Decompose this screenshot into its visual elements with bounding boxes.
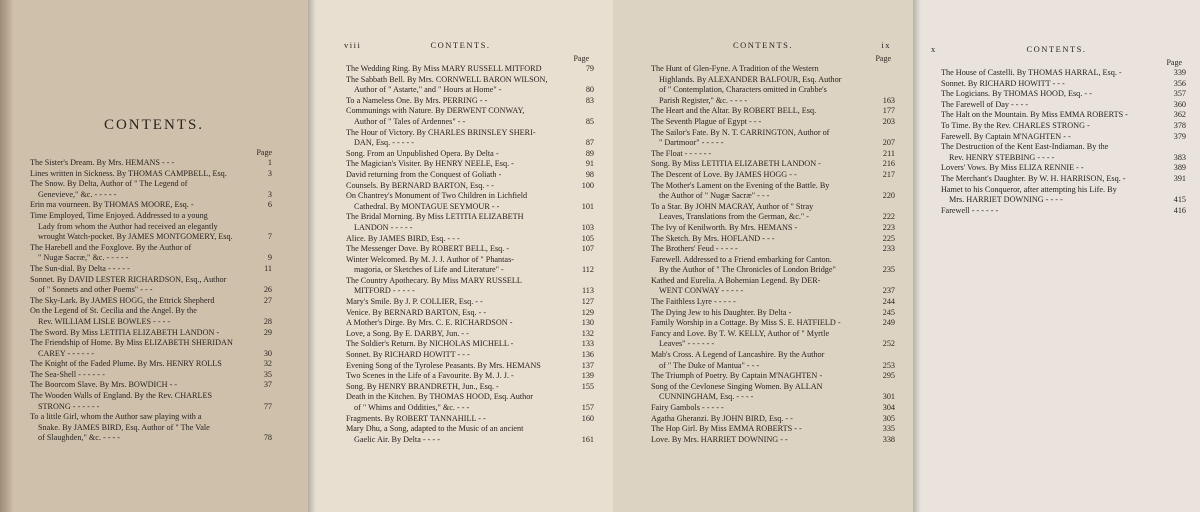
page-number: x [931, 44, 937, 54]
entry-title-line: " Dartmoor" - - - - - [659, 138, 724, 148]
entry-page-number: 7 [267, 232, 272, 242]
contents-entry [30, 275, 272, 296]
entry-page-number: 139 [581, 371, 594, 381]
contents-entry [651, 318, 895, 329]
entry-page-number: 207 [882, 138, 895, 148]
contents-entry [941, 163, 1186, 174]
contents-entry [30, 264, 272, 275]
entry-title-line: The Hour of Victory. By CHARLES BRINSLEY SHERI- [346, 127, 536, 137]
entry-title-line: The Halt on the Mountain. By Miss EMMA ROBERTS - [941, 110, 1128, 120]
entry-page-number: 137 [581, 360, 594, 370]
entry-title-line: The Knight of the Faded Plume. By Mrs. HENRY ROLLS [30, 359, 222, 369]
page-number: ix [881, 40, 891, 50]
entry-title-line: Leaves" - - - - - - [659, 339, 715, 349]
entry-title-line: Counsels. By BERNARD BARTON, Esq. - - [346, 180, 494, 190]
entry-title-line: Genevieve," &c. - - - - - [38, 189, 117, 199]
contents-entry [941, 121, 1186, 132]
entry-page-number: 233 [882, 244, 895, 254]
entry-page-number: 29 [263, 327, 272, 337]
entry-page-number: 32 [263, 359, 272, 369]
entry-page-number: 338 [882, 434, 895, 444]
entry-title-line: The Descent of Love. By JAMES HOGG - - [651, 169, 797, 179]
entry-title-line: Song. By Miss LETITIA ELIZABETH LANDON - [651, 159, 821, 169]
running-header: CONTENTS. [1026, 44, 1087, 54]
entry-page-number: 100 [581, 180, 594, 190]
entry-title-line: Leaves, Translations from the German, &c." - [659, 212, 810, 222]
entry-title-line: Highlands. By ALEXANDER BALFOUR, Esq. Author [659, 74, 842, 84]
entry-title-line: Mab's Cross. A Legend of Lancashire. By the Author [651, 350, 825, 360]
entry-title-line: Erin ma vourneen. By THOMAS MOORE, Esq. - [30, 200, 194, 210]
entry-title-line: The Mother's Lament on the Evening of the Battle. By [651, 180, 830, 190]
entry-page-number: 177 [882, 106, 895, 116]
entry-page-number: 161 [581, 434, 594, 444]
entry-page-number: 295 [882, 371, 895, 381]
contents-entry [651, 276, 895, 297]
contents-entry [346, 276, 594, 297]
entry-title-line: Family Worship in a Cottage. By Miss S. E. HATFIELD - [651, 318, 841, 328]
entry-page-number: 103 [581, 222, 594, 232]
entry-page-number: 132 [581, 328, 594, 338]
entry-title-line: Song. From an Unpublished Opera. By Delta - [346, 148, 499, 158]
entry-title-line: The Logicians. By THOMAS HOOD, Esq. - - [941, 89, 1092, 99]
page-column-label: Page [875, 54, 891, 63]
entry-page-number: 77 [263, 401, 272, 411]
entry-title-line: Gaelic Air. By Delta - - - - [354, 434, 440, 444]
entry-page-number: 37 [263, 380, 272, 390]
contents-entry [651, 149, 895, 160]
entry-title-line: The Sketch. By Mrs. HOFLAND - - - [651, 233, 775, 243]
contents-entry [346, 128, 594, 149]
entry-title-line: The Country Apothecary. By Miss MARY RUSSELL [346, 275, 522, 285]
contents-entry [30, 412, 272, 444]
entry-page-number: 217 [882, 169, 895, 179]
entry-title-line: " Nugæ Sacræ," &c. - - - - - [38, 253, 129, 263]
entry-page-number: 27 [263, 295, 272, 305]
entry-title-line: The Harebell and the Foxglove. By the Author of [30, 242, 192, 252]
entry-title-line: Love. By Mrs. HARRIET DOWNING - - [651, 434, 788, 444]
entry-title-line: The Sailor's Fate. By N. T. CARRINGTON, Author of [651, 127, 830, 137]
entry-title-line: magoria, or Sketches of Life and Literature" - [354, 265, 504, 275]
entry-title-line: Venice. By BERNARD BARTON, Esq. - - [346, 307, 487, 317]
entry-page-number: 301 [882, 392, 895, 402]
running-header: CONTENTS. [732, 40, 793, 50]
entry-page-number: 223 [882, 222, 895, 232]
contents-entry [651, 382, 895, 403]
entry-page-number: 105 [581, 233, 594, 243]
contents-entry [30, 158, 272, 169]
entry-title-line: DAN, Esq. - - - - - [354, 138, 415, 148]
contents-entry [346, 318, 594, 329]
entry-title-line: The Brothers' Feud - - - - - [651, 244, 738, 254]
contents-entry [346, 329, 594, 340]
contents-entry [651, 424, 895, 435]
entry-page-number: 78 [263, 433, 272, 443]
contents-title: CONTENTS. [103, 117, 205, 133]
contents-entry [30, 370, 272, 381]
contents-entry [941, 68, 1186, 79]
contents-list [30, 158, 272, 444]
entry-page-number: 91 [585, 159, 594, 169]
entry-title-line: A Mother's Dirge. By Mrs. C. E. RICHARDSON - [346, 318, 513, 328]
contents-entry [941, 79, 1186, 90]
entry-title-line: Fancy and Love. By T. W. KELLY, Author of " Myrtle [651, 328, 830, 338]
entry-page-number: 378 [1173, 120, 1186, 130]
entry-title-line: Song. By HENRY BRANDRETH, Jun., Esq. - [346, 381, 499, 391]
contents-entry [30, 338, 272, 359]
contents-entry [651, 159, 895, 170]
entry-title-line: To a Nameless One. By Mrs. PERRING - - [346, 95, 488, 105]
entry-title-line: STRONG - - - - - - [38, 401, 100, 411]
entry-page-number: 249 [882, 318, 895, 328]
entry-title-line: Sonnet. By RICHARD HOWITT - - - [346, 350, 470, 360]
contents-entry [651, 350, 895, 371]
entry-page-number: 133 [581, 339, 594, 349]
entry-title-line: The Dying Jew to his Daughter. By Delta - [651, 307, 792, 317]
entry-page-number: 356 [1173, 78, 1186, 88]
entry-title-line: Love, a Song. By E. DARBY, Jun. - - [346, 328, 469, 338]
contents-entry [346, 96, 594, 107]
entry-title-line: The House of Castelli. By THOMAS HARRAL, Esq. - [941, 68, 1122, 77]
entry-title-line: the Author of " Nugæ Sacræ" - - - [659, 191, 770, 201]
running-header: CONTENTS. [430, 40, 491, 50]
entry-title-line: Mary's Smile. By J. P. COLLIER, Esq. - - [346, 297, 483, 307]
page-column-label: Page [256, 148, 272, 157]
entry-title-line: The Triumph of Poetry. By Captain M'NAGHTEN - [651, 371, 823, 381]
page-3 [613, 0, 913, 512]
entry-title-line: The Soldier's Return. By NICHOLAS MICHELL - [346, 339, 514, 349]
entry-page-number: 89 [585, 148, 594, 158]
contents-entry [346, 234, 594, 245]
entry-title-line: Kathed and Eurelia. A Bohemian Legend. By DER- [651, 275, 821, 285]
contents-entry [346, 212, 594, 233]
entry-page-number: 85 [585, 116, 594, 126]
entry-page-number: 362 [1173, 110, 1186, 120]
entry-page-number: 339 [1173, 68, 1186, 77]
entry-page-number: 127 [581, 297, 594, 307]
contents-entry [30, 359, 272, 370]
entry-title-line: Evening Song of the Tyrolese Peasants. By Mrs. HEMANS [346, 360, 541, 370]
entry-page-number: 101 [581, 201, 594, 211]
entry-title-line: MITFORD - - - - - [354, 286, 415, 296]
entry-page-number: 6 [267, 200, 272, 210]
entry-title-line: Hamet to his Conqueror, after attempting his Life. By [941, 184, 1117, 194]
contents-entry [346, 392, 594, 413]
entry-page-number: 3 [267, 189, 272, 199]
entry-page-number: 163 [882, 95, 895, 105]
entry-title-line: The Hunt of Glen-Fyne. A Tradition of the Western [651, 64, 819, 73]
contents-entry [651, 117, 895, 128]
entry-page-number: 26 [263, 285, 272, 295]
entry-page-number: 112 [582, 265, 594, 275]
entry-page-number: 391 [1173, 173, 1186, 183]
entry-page-number: 203 [882, 116, 895, 126]
entry-title-line: Mary Dhu, a Song, adapted to the Music of an ancient [346, 424, 524, 434]
entry-title-line: The Seventh Plague of Egypt - - - [651, 116, 762, 126]
entry-title-line: The Sister's Dream. By Mrs. HEMANS - - - [30, 158, 175, 167]
contents-entry [651, 234, 895, 245]
entry-title-line: LANDON - - - - - [354, 222, 413, 232]
entry-page-number: 160 [581, 413, 594, 423]
contents-entry [651, 64, 895, 106]
contents-entry [941, 89, 1186, 100]
entry-title-line: Snake. By JAMES BIRD, Esq. Author of " The Vale [38, 422, 210, 432]
entry-title-line: Sonnet. By RICHARD HOWITT - - - [941, 78, 1065, 88]
contents-entry [346, 371, 594, 382]
contents-entry [941, 185, 1186, 206]
contents-entry [651, 297, 895, 308]
entry-title-line: Time Employed, Time Enjoyed. Addressed to a young [30, 210, 208, 220]
contents-entry [651, 170, 895, 181]
contents-entry [30, 200, 272, 211]
page-column-label: Page [1166, 58, 1182, 67]
entry-title-line: Lovers' Vows. By Miss ELIZA RENNIE - - [941, 163, 1084, 173]
entry-title-line: On the Legend of St. Cecilia and the Angel. By the [30, 306, 197, 316]
entry-page-number: 98 [585, 169, 594, 179]
entry-title-line: CAREY - - - - - - [38, 348, 95, 358]
contents-entry [651, 329, 895, 350]
contents-entry [941, 110, 1186, 121]
entry-title-line: WENT CONWAY - - - - - [659, 286, 744, 296]
entry-page-number: 357 [1173, 89, 1186, 99]
entry-page-number: 335 [882, 424, 895, 434]
contents-entry [941, 206, 1186, 217]
entry-title-line: On Chantrey's Monument of Two Children in Lichfield [346, 191, 528, 201]
contents-list [346, 64, 594, 445]
entry-page-number: 136 [581, 350, 594, 360]
entry-page-number: 157 [581, 403, 594, 412]
contents-entry [30, 380, 272, 391]
contents-entry [346, 414, 594, 425]
contents-entry [651, 106, 895, 117]
entry-title-line: The Sun-dial. By Delta - - - - - [30, 263, 130, 273]
entry-title-line: Mrs. HARRIET DOWNING - - - - [949, 195, 1063, 205]
entry-title-line: The Sea-Shell - - - - - - [30, 369, 105, 379]
entry-page-number: 79 [585, 64, 594, 73]
entry-page-number: 253 [882, 360, 895, 370]
contents-entry [651, 414, 895, 425]
contents-entry [651, 181, 895, 202]
entry-title-line: of " Contemplation, Characters omitted in Crabbe's [659, 85, 827, 95]
entry-title-line: Death in the Kitchen. By THOMAS HOOD, Esq. Author [346, 392, 534, 402]
entry-page-number: 379 [1173, 131, 1186, 141]
entry-title-line: of " Whims and Oddities," &c. - - - [354, 403, 470, 412]
entry-title-line: Rev. WILLIAM LISLE BOWLES - - - - [38, 316, 171, 326]
contents-entry [346, 149, 594, 160]
entry-page-number: 237 [882, 286, 895, 296]
entry-page-number: 222 [882, 212, 895, 222]
entry-page-number: 304 [882, 403, 895, 412]
contents-entry [651, 244, 895, 255]
entry-page-number: 216 [882, 159, 895, 169]
page-column-label: Page [573, 54, 589, 63]
entry-title-line: By the Author of " The Chronicles of London Bridge" [659, 265, 836, 275]
contents-entry [651, 223, 895, 234]
entry-title-line: The Sword. By Miss LETITIA ELIZABETH LANDON - [30, 327, 220, 337]
entry-title-line: The Sky-Lark. By JAMES HOGG, the Ettrick Shepherd [30, 295, 215, 305]
entry-page-number: 360 [1173, 99, 1186, 109]
entry-page-number: 80 [585, 85, 594, 95]
contents-entry [346, 170, 594, 181]
contents-entry [651, 202, 895, 223]
entry-title-line: The Friendship of Home. By Miss ELIZABETH SHERIDAN [30, 338, 233, 348]
entry-page-number: 383 [1173, 152, 1186, 162]
contents-entry [346, 75, 594, 96]
page-1 [0, 0, 308, 512]
entry-page-number: 130 [581, 318, 594, 328]
entry-page-number: 235 [882, 265, 895, 275]
entry-title-line: The Farewell of Day - - - - [941, 99, 1029, 109]
entry-page-number: 35 [263, 369, 272, 379]
entry-page-number: 107 [581, 244, 594, 254]
page-number: viii [344, 40, 362, 50]
entry-page-number: 220 [882, 191, 895, 201]
contents-entry [941, 100, 1186, 111]
entry-title-line: Parish Register," &c. - - - - [659, 95, 748, 105]
contents-entry [651, 128, 895, 149]
entry-page-number: 305 [882, 413, 895, 423]
entry-title-line: David returning from the Conquest of Goliath - [346, 169, 502, 179]
contents-entry [346, 382, 594, 393]
entry-title-line: of Slaughden," &c. - - - - [38, 433, 121, 443]
contents-entry [346, 339, 594, 350]
entry-title-line: The Hop Girl. By Miss EMMA ROBERTS - - [651, 424, 802, 434]
contents-entry [346, 181, 594, 192]
contents-entry [30, 306, 272, 327]
entry-title-line: The Faithless Lyre - - - - - [651, 297, 736, 307]
entry-page-number: 245 [882, 307, 895, 317]
entry-title-line: The Sabbath Bell. By Mrs. CORNWELL BARON WILSON, [346, 74, 548, 84]
entry-title-line: The Boorcom Slave. By Mrs. BOWDICH - - [30, 380, 178, 390]
contents-entry [346, 106, 594, 127]
contents-list [941, 68, 1186, 216]
contents-list [651, 64, 895, 445]
entry-page-number: 1 [267, 158, 272, 167]
contents-entry [30, 169, 272, 180]
entry-title-line: Author of " Tales of Ardennes" - - [354, 116, 466, 126]
entry-page-number: 155 [581, 381, 594, 391]
entry-title-line: Fragments. By ROBERT TANNAHILL - - [346, 413, 486, 423]
entry-title-line: Sonnet. By DAVID LESTER RICHARDSON, Esq., Author [30, 274, 227, 284]
entry-title-line: Farewell - - - - - - [941, 205, 999, 215]
entry-title-line: Fairy Gambols - - - - - [651, 403, 724, 412]
entry-title-line: Alice. By JAMES BIRD, Esq. - - - [346, 233, 460, 243]
contents-entry [346, 361, 594, 372]
contents-entry [651, 435, 895, 446]
entry-title-line: of " The Duke of Mantua" - - - [659, 360, 760, 370]
contents-entry [346, 244, 594, 255]
entry-title-line: The Ivy of Kenilworth. By Mrs. HEMANS - [651, 222, 798, 232]
contents-entry [651, 371, 895, 382]
entry-title-line: The Float - - - - - - [651, 148, 712, 158]
contents-entry [651, 308, 895, 319]
entry-title-line: The Snow. By Delta, Author of " The Legend of [30, 179, 188, 189]
contents-entry [30, 296, 272, 307]
entry-title-line: of " Sonnets and other Poems" - - - [38, 285, 153, 295]
entry-title-line: The Wooden Walls of England. By the Rev. CHARLES [30, 391, 213, 401]
entry-page-number: 416 [1173, 205, 1186, 215]
entry-title-line: CUNNINGHAM, Esq. - - - - [659, 392, 754, 402]
entry-page-number: 129 [581, 307, 594, 317]
entry-page-number: 415 [1173, 195, 1186, 205]
page-2 [308, 0, 613, 512]
entry-title-line: Two Scenes in the Life of a Favourite. By M. J. J. - [346, 371, 514, 381]
entry-title-line: Farewell. Addressed to a Friend embarking for Canton. [651, 254, 832, 264]
contents-entry [941, 132, 1186, 143]
entry-page-number: 87 [585, 138, 594, 148]
entry-title-line: The Magician's Visiter. By HENRY NEELE, Esq. - [346, 159, 514, 169]
entry-page-number: 83 [585, 95, 594, 105]
entry-title-line: The Destruction of the Kent East-Indiaman. By the [941, 142, 1109, 152]
contents-entry [651, 255, 895, 276]
contents-entry [30, 328, 272, 339]
entry-title-line: The Heart and the Altar. By ROBERT BELL, Esq. [651, 106, 817, 116]
contents-entry [346, 350, 594, 361]
entry-page-number: 113 [582, 286, 594, 296]
entry-page-number: 3 [267, 168, 272, 178]
entry-page-number: 11 [264, 263, 272, 273]
contents-entry [941, 174, 1186, 185]
contents-entry [30, 243, 272, 264]
entry-title-line: The Wedding Ring. By Miss MARY RUSSELL MITFORD [346, 64, 542, 73]
entry-title-line: Rev. HENRY STEBBING - - - - [949, 152, 1055, 162]
entry-page-number: 389 [1173, 163, 1186, 173]
entry-title-line: To Time. By the Rev. CHARLES STRONG - [941, 120, 1090, 130]
entry-title-line: Lady from whom the Author had received an elegantly [38, 221, 218, 231]
entry-title-line: Farewell. By Captain M'NAGHTEN - - [941, 131, 1071, 141]
contents-entry [346, 297, 594, 308]
entry-title-line: Agatha Gheranzi. By JOHN BIRD, Esq. - - [651, 413, 793, 423]
entry-title-line: The Bridal Morning. By Miss LETITIA ELIZABETH [346, 212, 524, 222]
entry-page-number: 225 [882, 233, 895, 243]
contents-entry [651, 403, 895, 414]
entry-page-number: 244 [882, 297, 895, 307]
entry-title-line: wrought Watch-pocket. By JAMES MONTGOMERY, Esq. [38, 232, 233, 242]
entry-page-number: 211 [883, 148, 895, 158]
contents-entry [941, 142, 1186, 163]
entry-title-line: To a Star. By JOHN MACRAY, Author of " Stray [651, 201, 814, 211]
contents-entry [30, 391, 272, 412]
contents-entry [30, 211, 272, 243]
entry-title-line: To a little Girl, whom the Author saw playing with a [30, 412, 202, 422]
contents-entry [346, 159, 594, 170]
entry-title-line: The Merchant's Daughter. By W. H. HARRISON, Esq. - [941, 173, 1126, 183]
contents-entry [346, 255, 594, 276]
entry-page-number: 9 [267, 253, 272, 263]
contents-entry [346, 191, 594, 212]
contents-entry [346, 308, 594, 319]
entry-title-line: Winter Welcomed. By M. J. J. Author of " Phantas- [346, 254, 514, 264]
entry-page-number: 30 [263, 348, 272, 358]
contents-entry [30, 179, 272, 200]
entry-title-line: The Messenger Dove. By ROBERT BELL, Esq. - [346, 244, 510, 254]
contents-entry [346, 64, 594, 75]
entry-page-number: 28 [263, 316, 272, 326]
page-4 [913, 0, 1200, 512]
entry-title-line: Author of " Astarte," and " Hours at Home" - [354, 85, 502, 95]
entry-title-line: Cathedral. By MONTAGUE SEYMOUR - - [354, 201, 500, 211]
entry-page-number: 252 [882, 339, 895, 349]
entry-title-line: Lines written in Sickness. By THOMAS CAMPBELL, Esq. [30, 168, 227, 178]
entry-title-line: Communings with Nature. By DERWENT CONWAY, [346, 106, 525, 116]
entry-title-line: Song of the Cevlonese Singing Women. By ALLAN [651, 381, 823, 391]
contents-entry [346, 424, 594, 445]
